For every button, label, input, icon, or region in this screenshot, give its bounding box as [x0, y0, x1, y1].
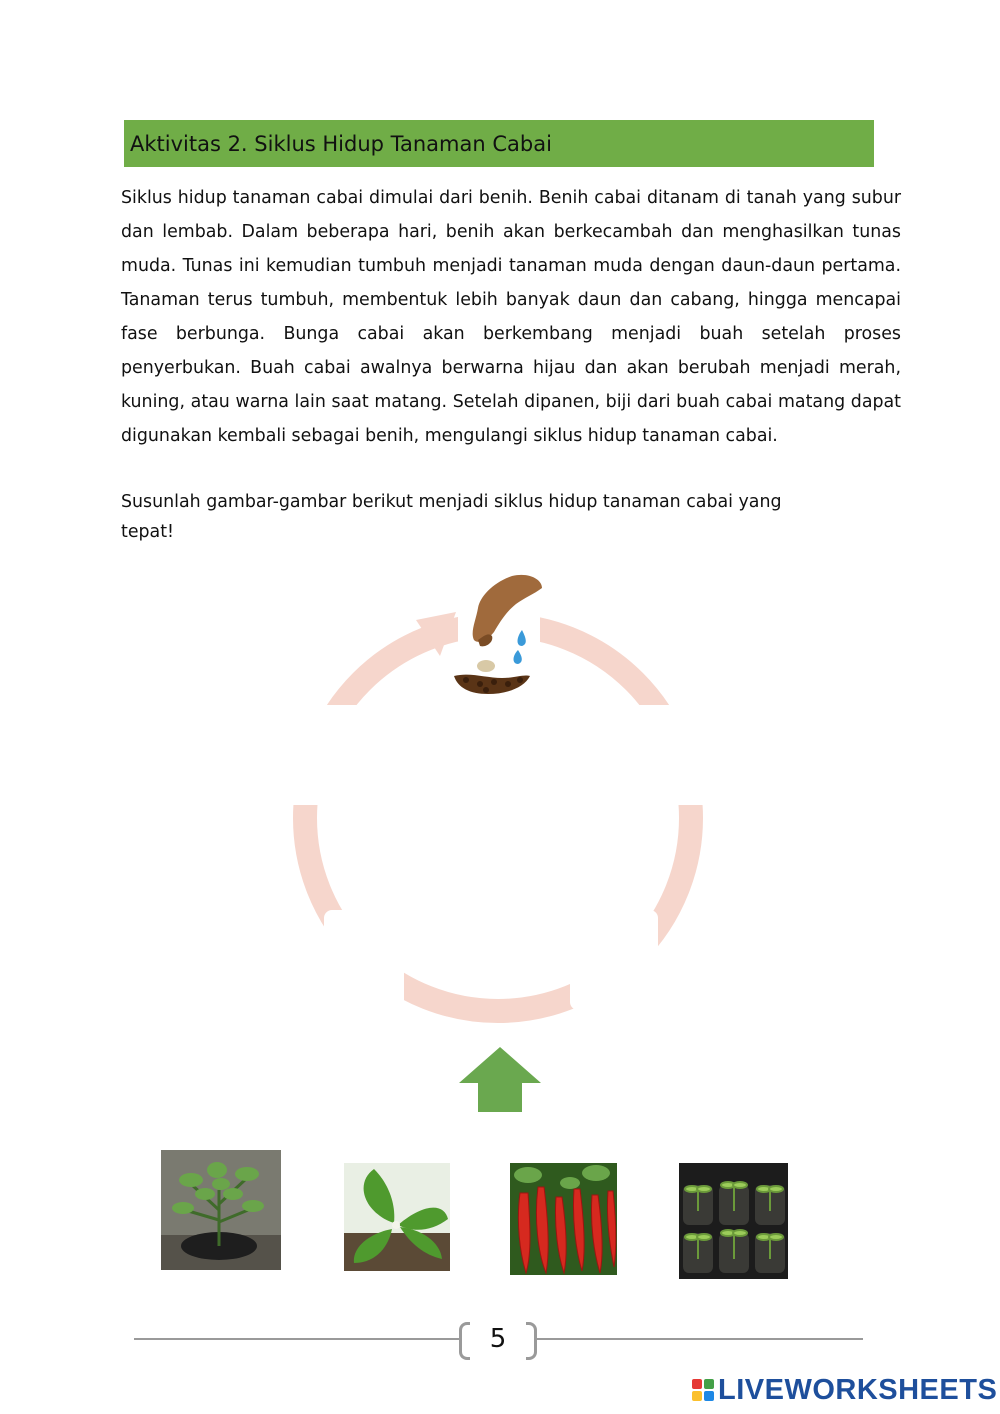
drop-slot-bottom-left[interactable] — [324, 910, 404, 1010]
life-cycle-diagram — [280, 560, 720, 1120]
instruction-line-1: Susunlah gambar-gambar berikut menjadi siklus hidup tanaman cabai yang — [121, 492, 782, 512]
red-chili-fruits[interactable] — [510, 1163, 617, 1275]
instruction-line-2: tepat! — [121, 522, 175, 542]
section-heading-banner — [124, 120, 874, 167]
young-chili-plant-in-pot[interactable] — [161, 1150, 281, 1270]
liveworksheets-brand — [692, 1372, 997, 1408]
page-number: 5 — [489, 1324, 507, 1354]
footer-rule-right — [536, 1338, 863, 1340]
liveworksheets-logo-icon — [692, 1379, 714, 1401]
up-arrow-icon — [459, 1047, 541, 1112]
chili-seedlings-in-tray[interactable] — [679, 1163, 788, 1279]
footer-rule-left — [134, 1338, 460, 1340]
brand-name: LIVEWORKSHEETS — [718, 1373, 998, 1406]
drop-slot-bottom-right[interactable] — [570, 910, 658, 1010]
body-paragraph: Siklus hidup tanaman cabai dimulai dari benih. Benih cabai ditanam di tanah yang subur dan lembab. Dalam beberapa hari, benih akan berkecambah dan menghasilkan tunas muda. Tunas ini kemudian tumbuh menjadi tanaman muda dengan daun-daun pertama. Tanaman terus tumbuh, membentuk lebih banyak daun dan cabang, hingga mencapai fase berbunga. Bunga cabai akan berkembang menjadi buah setelah proses penyerbukan. Buah cabai awalnya berwarna hijau dan akan berubah menjadi merah, kuning, atau warna lain saat matang. Setelah dipanen, biji dari buah cabai matang dapat digunakan kembali sebagai benih, mengulangi siklus hidup tanaman cabai. — [121, 188, 901, 446]
chili-leaves-and-flower[interactable] — [344, 1163, 450, 1271]
drop-slot-right[interactable] — [632, 705, 718, 805]
drop-slot-left[interactable] — [282, 705, 366, 805]
section-heading: Aktivitas 2. Siklus Hidup Tanaman Cabai — [130, 131, 552, 156]
instruction — [121, 487, 821, 547]
